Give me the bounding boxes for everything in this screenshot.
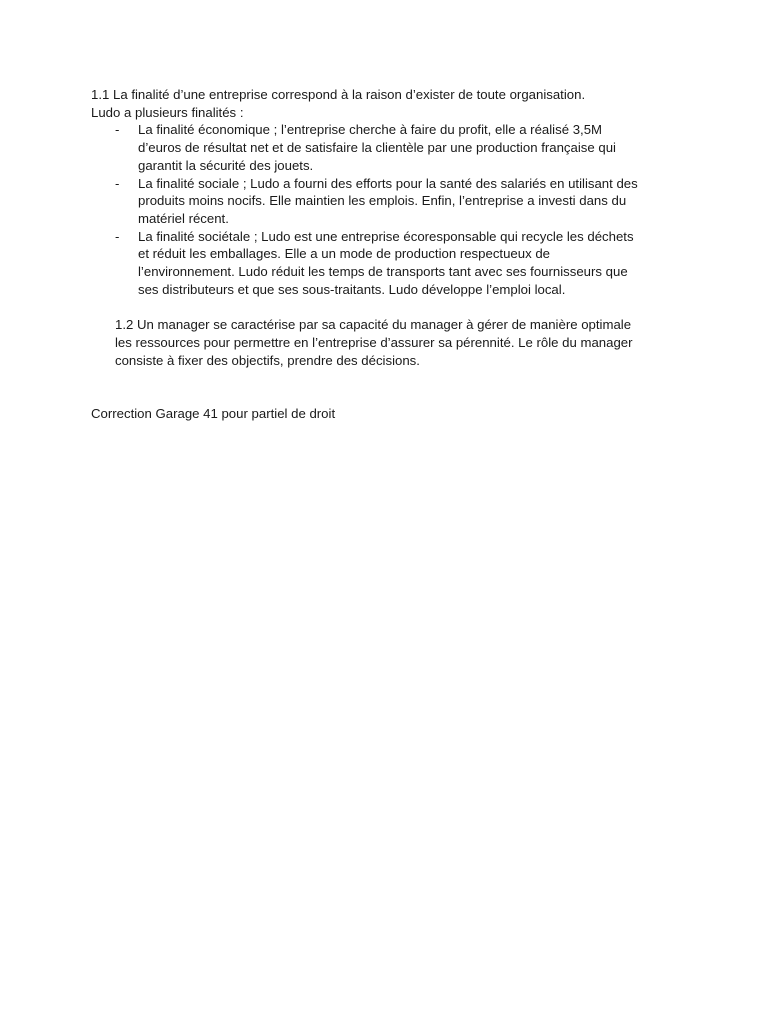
intro-line: 1.1 La finalité d’une entreprise correspond à la raison d’exister de toute organisation. bbox=[91, 87, 586, 102]
bullet-dash: - bbox=[115, 228, 120, 244]
lead-line: Ludo a plusieurs finalités : bbox=[91, 104, 244, 120]
bullet-text-economique: La finalité économique ; l’entreprise cherche à faire du profit, elle a réalisé 3,5M d’euros de résultat net et de satisfaire la clientèle par une production française qui garantit la sécurité des jouets. bbox=[138, 122, 616, 173]
bullet-text-sociale: La finalité sociale ; Ludo a fourni des efforts pour la santé des salariés en utilisant des produits moins nocifs. Elle maintien les emplois. Enfin, l’entreprise a investi dans du matériel récent. bbox=[138, 175, 638, 226]
finalites-list bbox=[91, 121, 681, 298]
bullet-dash: - bbox=[115, 122, 120, 138]
section-manager-paragraph: 1.2 Un manager se caractérise par sa capacité du manager à gérer de manière optimale les ressources pour permettre en l’entreprise d’assurer sa pérennité. Le rôle du manager consiste à fixer des objectifs, prendre des décisions. bbox=[115, 317, 633, 368]
list-item-societale bbox=[91, 228, 681, 299]
footer-line: Correction Garage 41 pour partiel de droit bbox=[91, 405, 336, 421]
bullet-text-societale: La finalité sociétale ; Ludo est une entreprise écoresponsable qui recycle les déchets et réduit les emballages. Elle a un mode de production respectueux de l’environnement. Ludo réduit les temps de transports tant avec ses fournisseurs que ses distributeurs et que ses sous-traitants. Ludo développe l’emploi local. bbox=[138, 228, 634, 297]
document-page bbox=[91, 86, 681, 422]
bullet-dash: - bbox=[115, 175, 120, 191]
list-item-sociale bbox=[91, 175, 681, 228]
list-item-economique bbox=[91, 121, 681, 174]
